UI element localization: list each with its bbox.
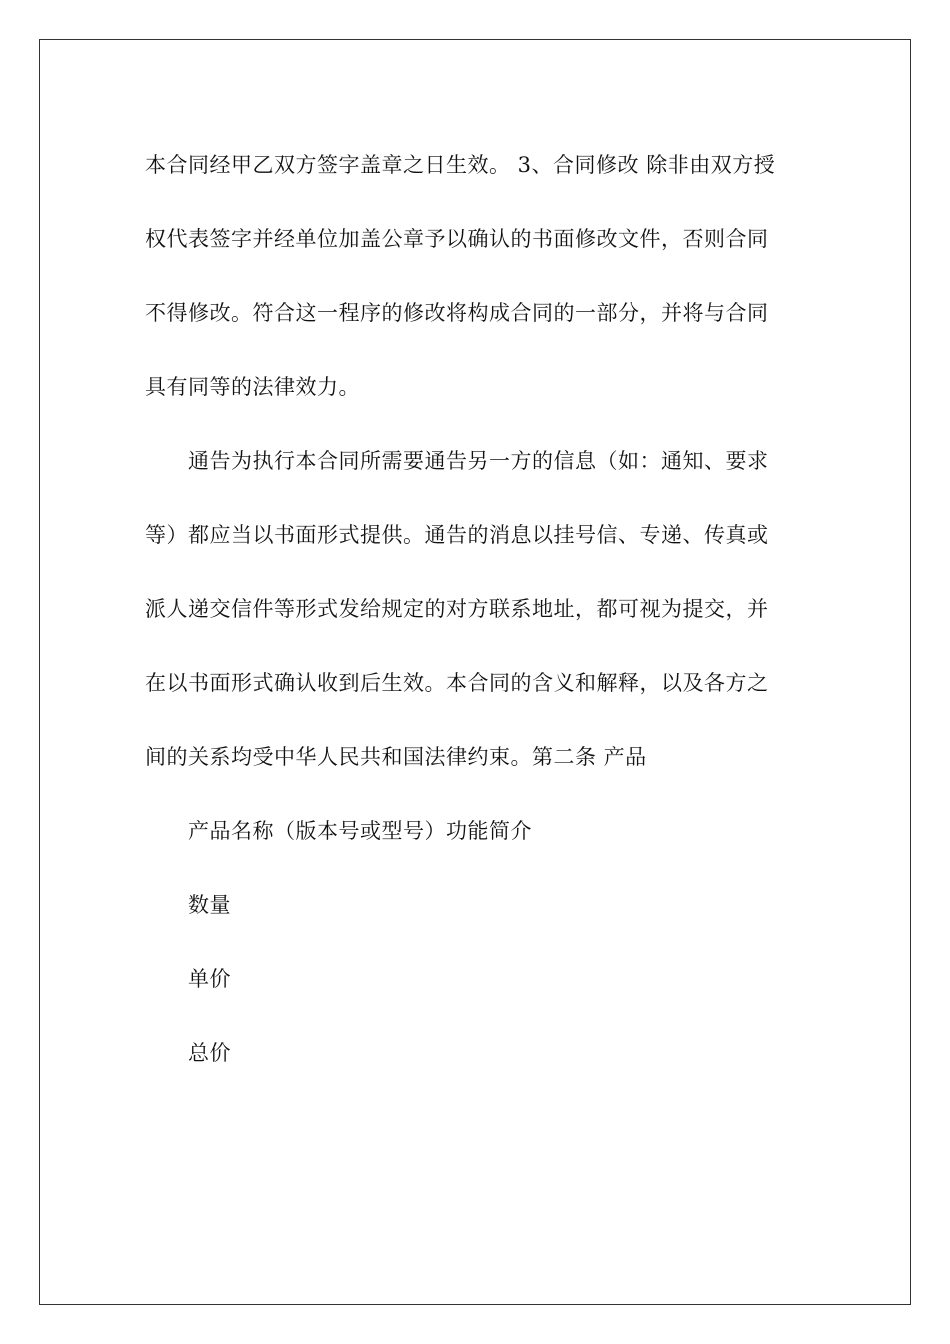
paragraph-line: 等）都应当以书面形式提供。通告的消息以挂号信、专递、传真或 [145,523,769,547]
paragraph-line: 不得修改。符合这一程序的修改将构成合同的一部分，并将与合同 [145,301,769,325]
paragraph-line: 在以书面形式确认收到后生效。本合同的含义和解释，以及各方之 [145,671,769,695]
product-field-name: 产品名称（版本号或型号）功能简介 [188,819,532,843]
document-body [145,128,807,1090]
product-field-quantity: 数量 [188,893,231,917]
paragraph-line: 派人递交信件等形式发给规定的对方联系地址，都可视为提交，并 [145,597,769,621]
paragraph-line: 权代表签字并经单位加盖公章予以确认的书面修改文件，否则合同 [145,227,769,251]
paragraph-line: 间的关系均受中华人民共和国法律约束。第二条 产品 [145,745,647,769]
paragraph-line: 本合同经甲乙双方签字盖章之日生效。 3、合同修改 除非由双方授 [145,153,776,177]
paragraph-line: 通告为执行本合同所需要通告另一方的信息（如：通知、要求 [188,449,769,473]
product-field-total-price: 总价 [188,1041,231,1065]
paragraph-line: 具有同等的法律效力。 [145,375,360,399]
product-field-unit-price: 单价 [188,967,231,991]
